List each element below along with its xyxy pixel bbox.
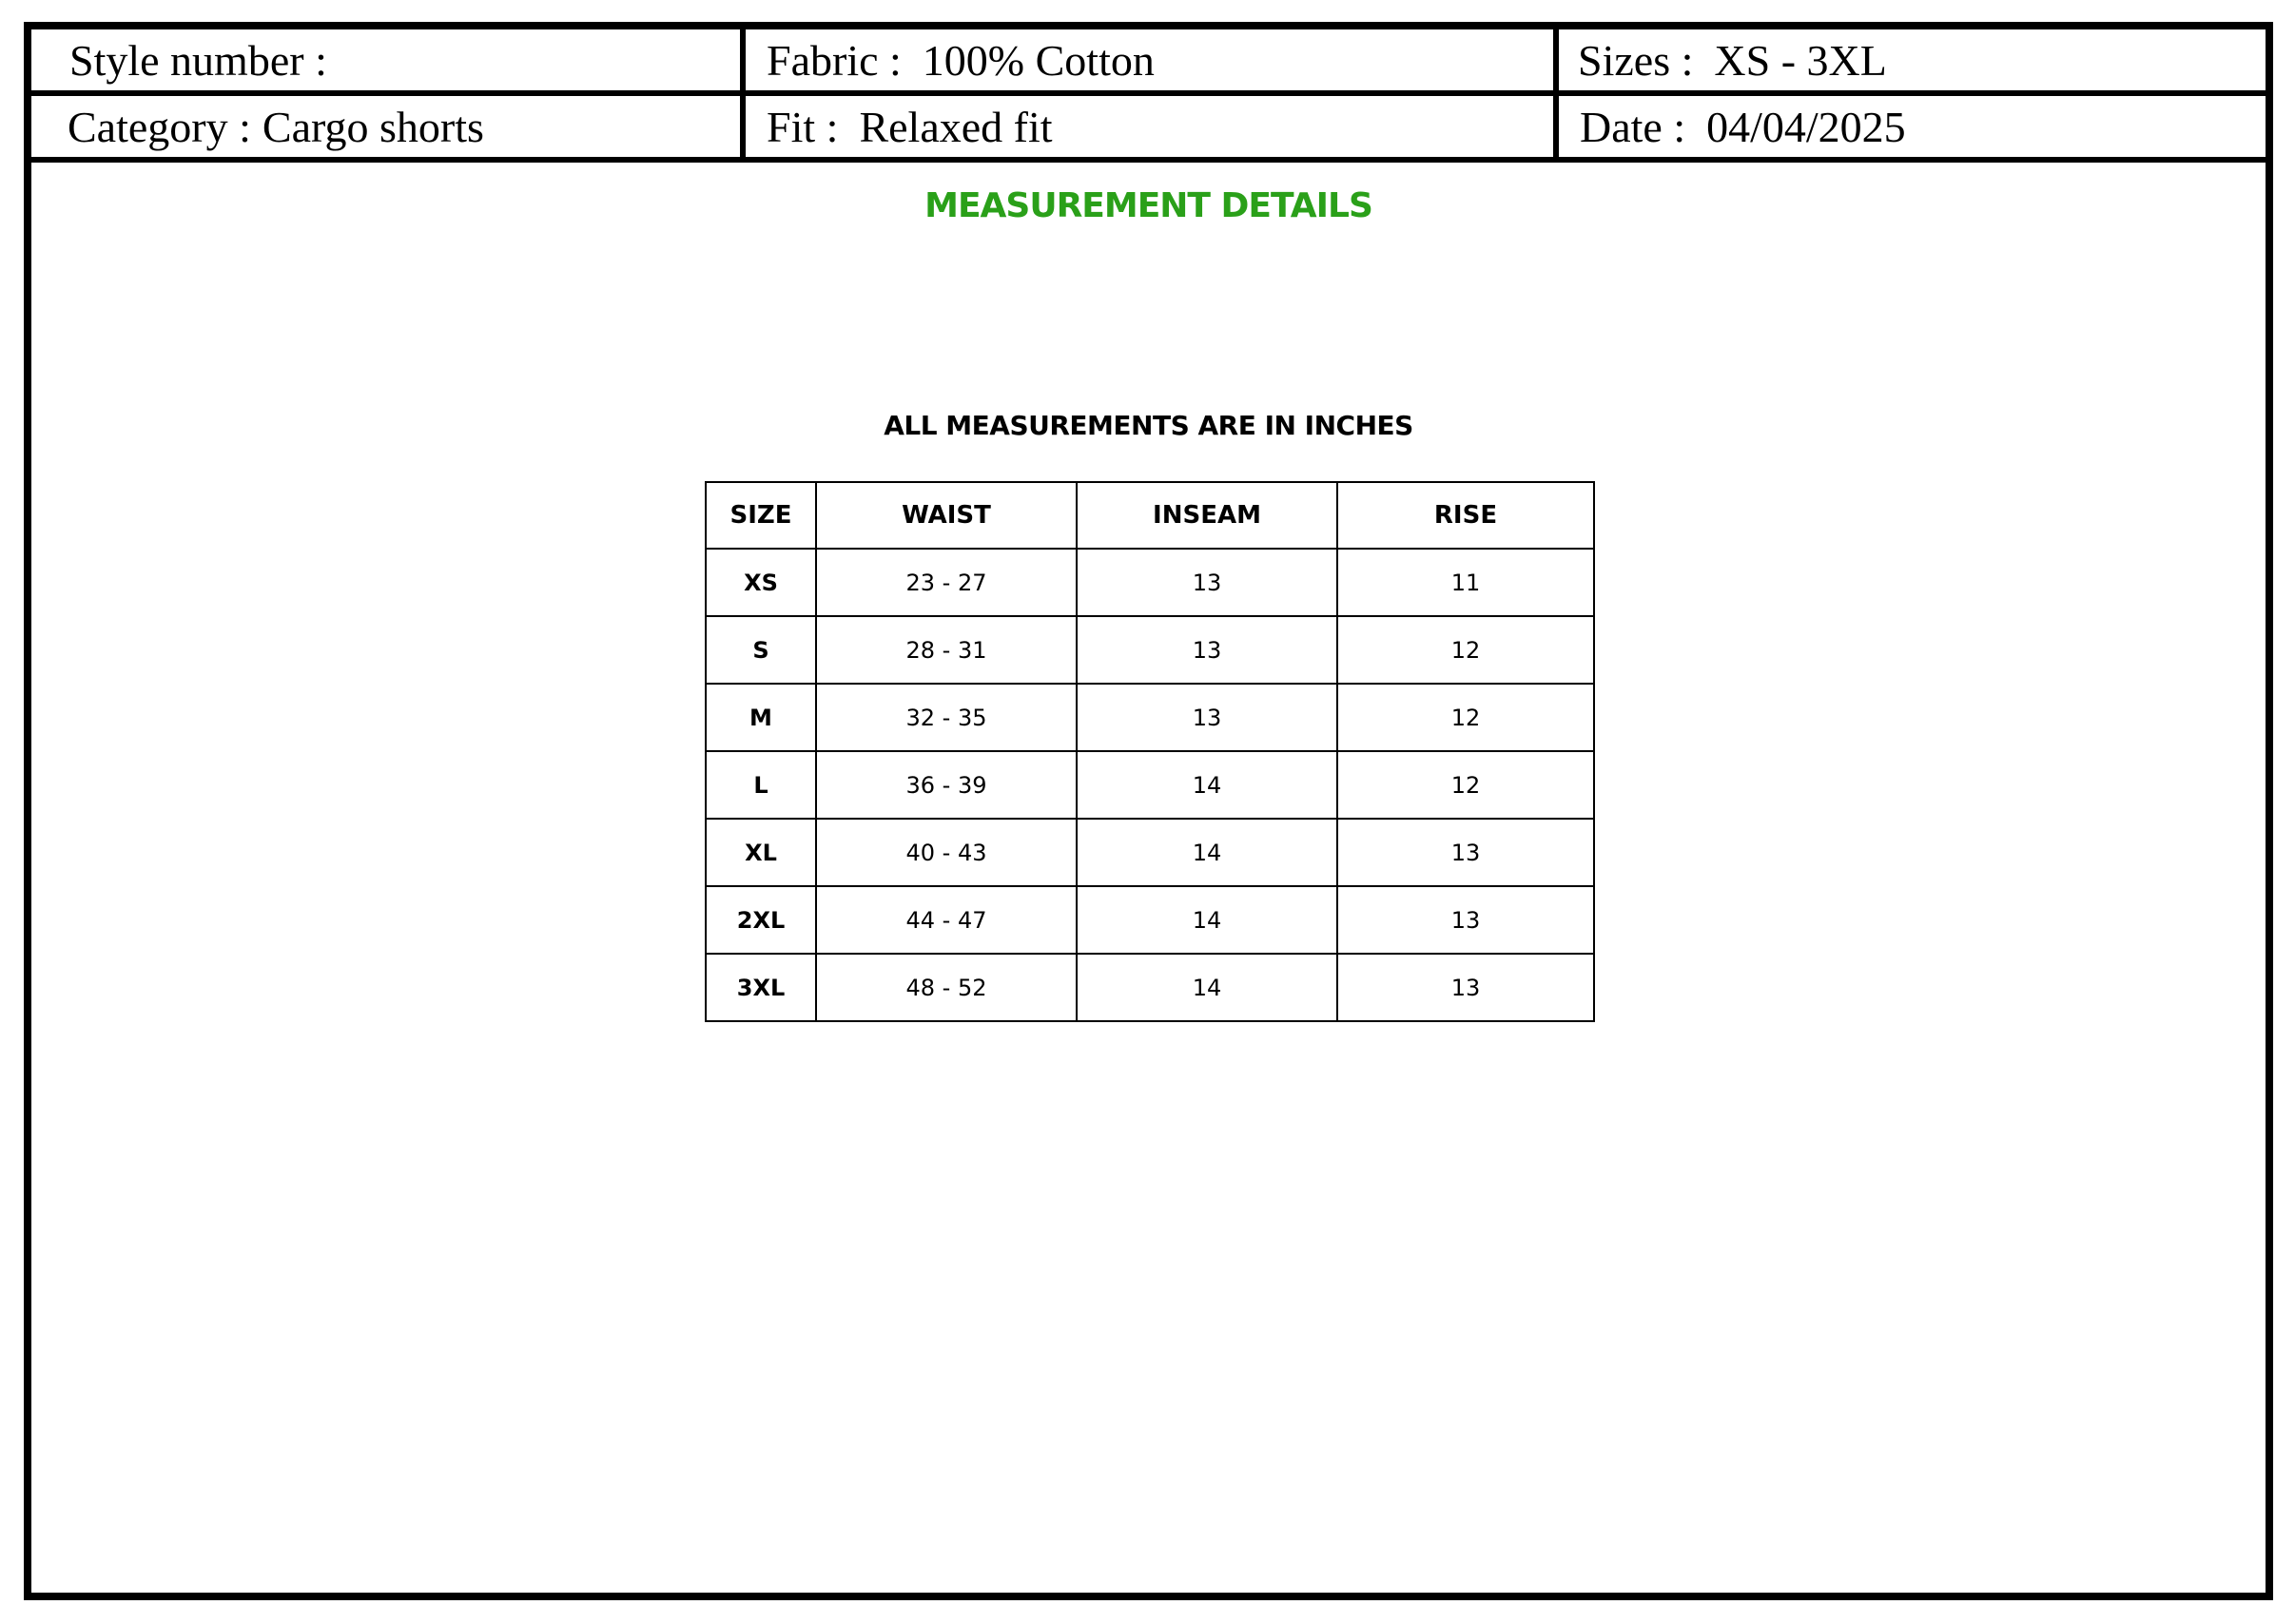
fit-label: Fit :	[767, 102, 839, 151]
rise-cell: 13	[1337, 819, 1594, 886]
spec-sheet	[24, 22, 2273, 1600]
column-header-rise: RISE	[1337, 482, 1594, 549]
table-row	[706, 819, 1594, 886]
table-row	[706, 954, 1594, 1021]
inseam-cell: 13	[1077, 549, 1337, 616]
fit-cell	[740, 96, 1553, 157]
inseam-cell: 14	[1077, 819, 1337, 886]
table-row	[706, 886, 1594, 954]
rise-cell: 12	[1337, 616, 1594, 684]
waist-cell: 32 - 35	[816, 684, 1077, 751]
style-number-label: Style number :	[69, 35, 327, 85]
table-row	[706, 684, 1594, 751]
rise-cell: 13	[1337, 954, 1594, 1021]
header-row-2	[31, 96, 2266, 163]
sizes-label: Sizes :	[1578, 35, 1694, 85]
units-note: ALL MEASUREMENTS ARE IN INCHES	[884, 410, 1413, 441]
date-cell	[1553, 96, 2266, 157]
table-header-row	[706, 482, 1594, 549]
waist-cell: 28 - 31	[816, 616, 1077, 684]
size-cell: 2XL	[706, 886, 816, 954]
column-header-inseam: INSEAM	[1077, 482, 1337, 549]
category-label: Category :	[68, 102, 251, 151]
rise-cell: 12	[1337, 751, 1594, 819]
size-cell: M	[706, 684, 816, 751]
waist-cell: 36 - 39	[816, 751, 1077, 819]
measurement-table	[705, 481, 1595, 1022]
waist-cell: 23 - 27	[816, 549, 1077, 616]
size-cell: S	[706, 616, 816, 684]
fabric-value: 100% Cotton	[922, 35, 1155, 85]
sizes-value: XS - 3XL	[1714, 35, 1887, 85]
header-row-1	[31, 29, 2266, 96]
fit-value: Relaxed fit	[859, 102, 1053, 151]
rise-cell: 13	[1337, 886, 1594, 954]
size-cell: L	[706, 751, 816, 819]
column-header-waist: WAIST	[816, 482, 1077, 549]
table-row	[706, 549, 1594, 616]
inseam-cell: 14	[1077, 886, 1337, 954]
column-header-size: SIZE	[706, 482, 816, 549]
rise-cell: 12	[1337, 684, 1594, 751]
inseam-cell: 14	[1077, 751, 1337, 819]
waist-cell: 40 - 43	[816, 819, 1077, 886]
date-label: Date :	[1580, 102, 1686, 151]
category-cell	[31, 96, 740, 157]
size-cell: 3XL	[706, 954, 816, 1021]
fabric-label: Fabric :	[767, 35, 902, 85]
category-value: Cargo shorts	[262, 102, 484, 151]
table-row	[706, 751, 1594, 819]
size-cell: XL	[706, 819, 816, 886]
inseam-cell: 13	[1077, 684, 1337, 751]
rise-cell: 11	[1337, 549, 1594, 616]
size-cell: XS	[706, 549, 816, 616]
waist-cell: 44 - 47	[816, 886, 1077, 954]
inseam-cell: 14	[1077, 954, 1337, 1021]
section-title: MEASUREMENT DETAILS	[924, 186, 1372, 225]
sizes-cell	[1553, 29, 2266, 90]
fabric-cell	[740, 29, 1553, 90]
style-number-cell	[31, 29, 740, 90]
waist-cell: 48 - 52	[816, 954, 1077, 1021]
date-value: 04/04/2025	[1706, 102, 1906, 151]
inseam-cell: 13	[1077, 616, 1337, 684]
table-row	[706, 616, 1594, 684]
